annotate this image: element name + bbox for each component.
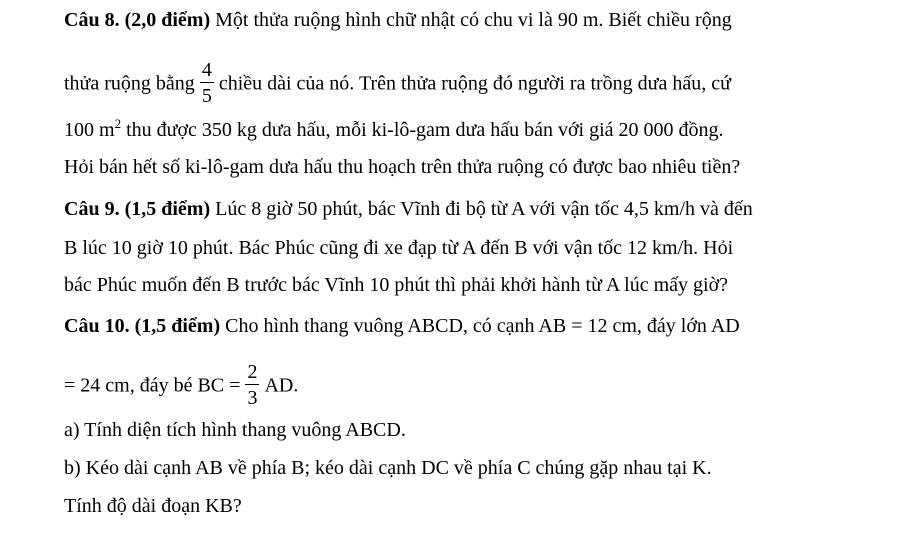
q8-line-3: 100 $m^2$ thu được 350 kg dưa hấu, mỗi ki-lô-gam dưa hấu bán với giá 20 000 đồng. — [64, 116, 724, 141]
q8-label: Câu 8. (2,0 điểm) — [64, 9, 211, 31]
q9-line-3: bác Phúc muốn đến B trước bác Vĩnh 10 phút thì phải khởi hành từ A lúc mấy giờ? — [64, 274, 729, 296]
q8-line-4: Hỏi bán hết số ki-lô-gam dưa hấu thu hoạch trên thửa ruộng có được bao nhiêu tiền? — [64, 156, 741, 178]
q10-line-1: Câu 10. (1,5 điểm) Cho hình thang vuông ABCD, có cạnh AB = 12 cm, đáy lớn AD — [64, 315, 740, 337]
q10-part-b-line-2: Tính độ dài đoạn KB? — [64, 495, 242, 517]
q10-part-b-line-1: b) Kéo dài cạnh AB về phía B; kéo dài cạnh DC về phía C chúng gặp nhau tại K. — [64, 457, 712, 479]
q10-part-a: a) Tính diện tích hình thang vuông ABCD. — [64, 419, 406, 441]
q10-label: Câu 10. (1,5 điểm) — [64, 315, 221, 337]
fraction-4-5: $\frac{4}{5}$ — [201, 59, 212, 107]
q9-label: Câu 9. (1,5 điểm) — [64, 198, 211, 220]
fraction-2-3: $\frac{2}{3}$ — [247, 361, 258, 409]
q9-line-2: B lúc 10 giờ 10 phút. Bác Phúc cũng đi xe đạp từ A đến B với vận tốc 12 km/h. Hỏi — [64, 237, 734, 259]
q8-line-1: Câu 8. (2,0 điểm) Một thửa ruộng hình chữ nhật có chu vi là 90 m. Biết chiều rộng — [64, 9, 732, 31]
q10-line-2: = 24 cm, đáy bé BC = $\frac{2}{3}$ AD. — [64, 361, 299, 409]
q8-line-2: thửa ruộng bằng $\frac{4}{5}$ chiều dài của nó. Trên thửa ruộng đó người ra trồng dưa hấu, cứ — [64, 59, 731, 107]
q9-line-1: Câu 9. (1,5 điểm) Lúc 8 giờ 50 phút, bác Vĩnh đi bộ từ A với vận tốc 4,5 km/h và đến — [64, 198, 753, 220]
